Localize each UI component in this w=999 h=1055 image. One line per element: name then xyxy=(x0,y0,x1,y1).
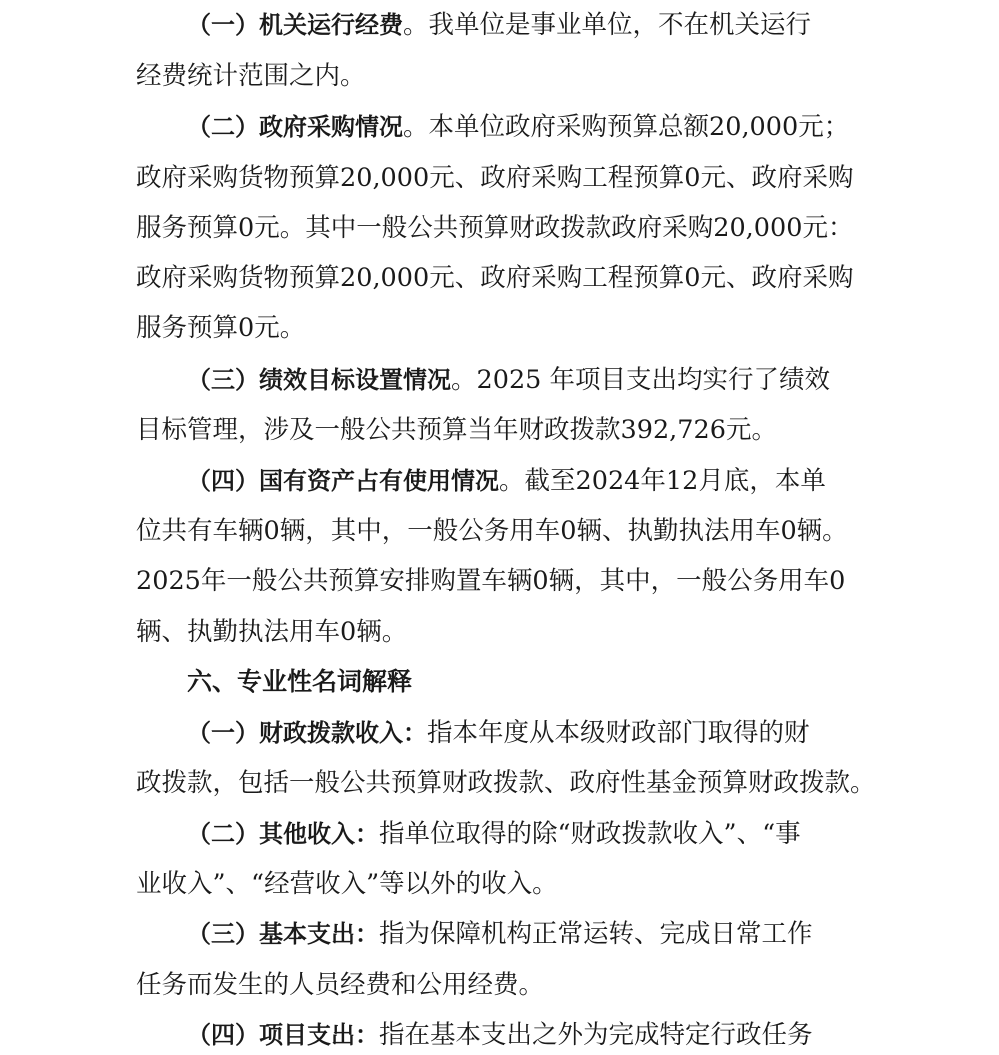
paragraph-line xyxy=(187,816,801,852)
definition-term: （二）其他收入： xyxy=(187,820,379,848)
paragraph-line: 政府采购货物预算20,000元、政府采购工程预算0元、政府采购 xyxy=(136,263,854,293)
paragraph-line: 任务而发生的人员经费和公用经费。 xyxy=(136,970,545,1000)
definition-text: 指在基本支出之外为完成特定行政任务 xyxy=(379,1020,813,1050)
paragraph-line: 2025年一般公共预算安排购置车辆0辆，其中，一般公务用车0 xyxy=(136,566,846,596)
paragraph-text: 。本单位政府采购预算总额20,000元； xyxy=(403,112,850,142)
paragraph-lead: （四）国有资产占有使用情况 xyxy=(187,467,499,495)
paragraph-text: 。2025 年项目支出均实行了绩效 xyxy=(451,365,831,395)
paragraph-line: 政拨款，包括一般公共预算财政拨款、政府性基金预算财政拨款。 xyxy=(136,768,876,798)
paragraph-line: 位共有车辆0辆，其中，一般公务用车0辆、执勤执法用车0辆。 xyxy=(136,516,848,546)
paragraph-line xyxy=(187,362,830,398)
section-heading: 六、专业性名词解释 xyxy=(187,667,413,696)
definition-text: 指为保障机构正常运转、完成日常工作 xyxy=(379,919,813,949)
definition-text: 指本年度从本级财政部门取得的财 xyxy=(427,718,810,748)
paragraph-lead: （三）绩效目标设置情况 xyxy=(187,366,451,394)
paragraph-line xyxy=(187,463,826,499)
paragraph-line xyxy=(187,1017,813,1053)
paragraph-line: 服务预算0元。 xyxy=(136,313,306,343)
definition-term: （一）财政拨款收入： xyxy=(187,719,427,747)
paragraph-line: 经费统计范围之内。 xyxy=(136,61,366,91)
paragraph-text: 。我单位是事业单位，不在机关运行 xyxy=(403,10,812,40)
paragraph-line: 服务预算0元。其中一般公共预算财政拨款政府采购20,000元： xyxy=(136,213,854,243)
paragraph-line xyxy=(187,7,811,43)
definition-text: 指单位取得的除“财政拨款收入”、“事 xyxy=(379,819,801,849)
paragraph-line xyxy=(187,715,810,751)
definition-term: （四）项目支出： xyxy=(187,1021,379,1049)
paragraph-line: 业收入”、“经营收入”等以外的收入。 xyxy=(136,869,558,899)
paragraph-text: 。截至2024年12月底，本单 xyxy=(499,466,826,496)
paragraph-line xyxy=(187,109,849,145)
definition-term: （三）基本支出： xyxy=(187,920,379,948)
paragraph-line: 政府采购货物预算20,000元、政府采购工程预算0元、政府采购 xyxy=(136,163,854,193)
paragraph-line: 目标管理，涉及一般公共预算当年财政拨款392,726元。 xyxy=(136,415,777,445)
paragraph-lead: （二）政府采购情况 xyxy=(187,113,403,141)
paragraph-lead: （一）机关运行经费 xyxy=(187,11,403,39)
paragraph-line xyxy=(187,916,813,952)
paragraph-line: 辆、执勤执法用车0辆。 xyxy=(136,617,408,647)
